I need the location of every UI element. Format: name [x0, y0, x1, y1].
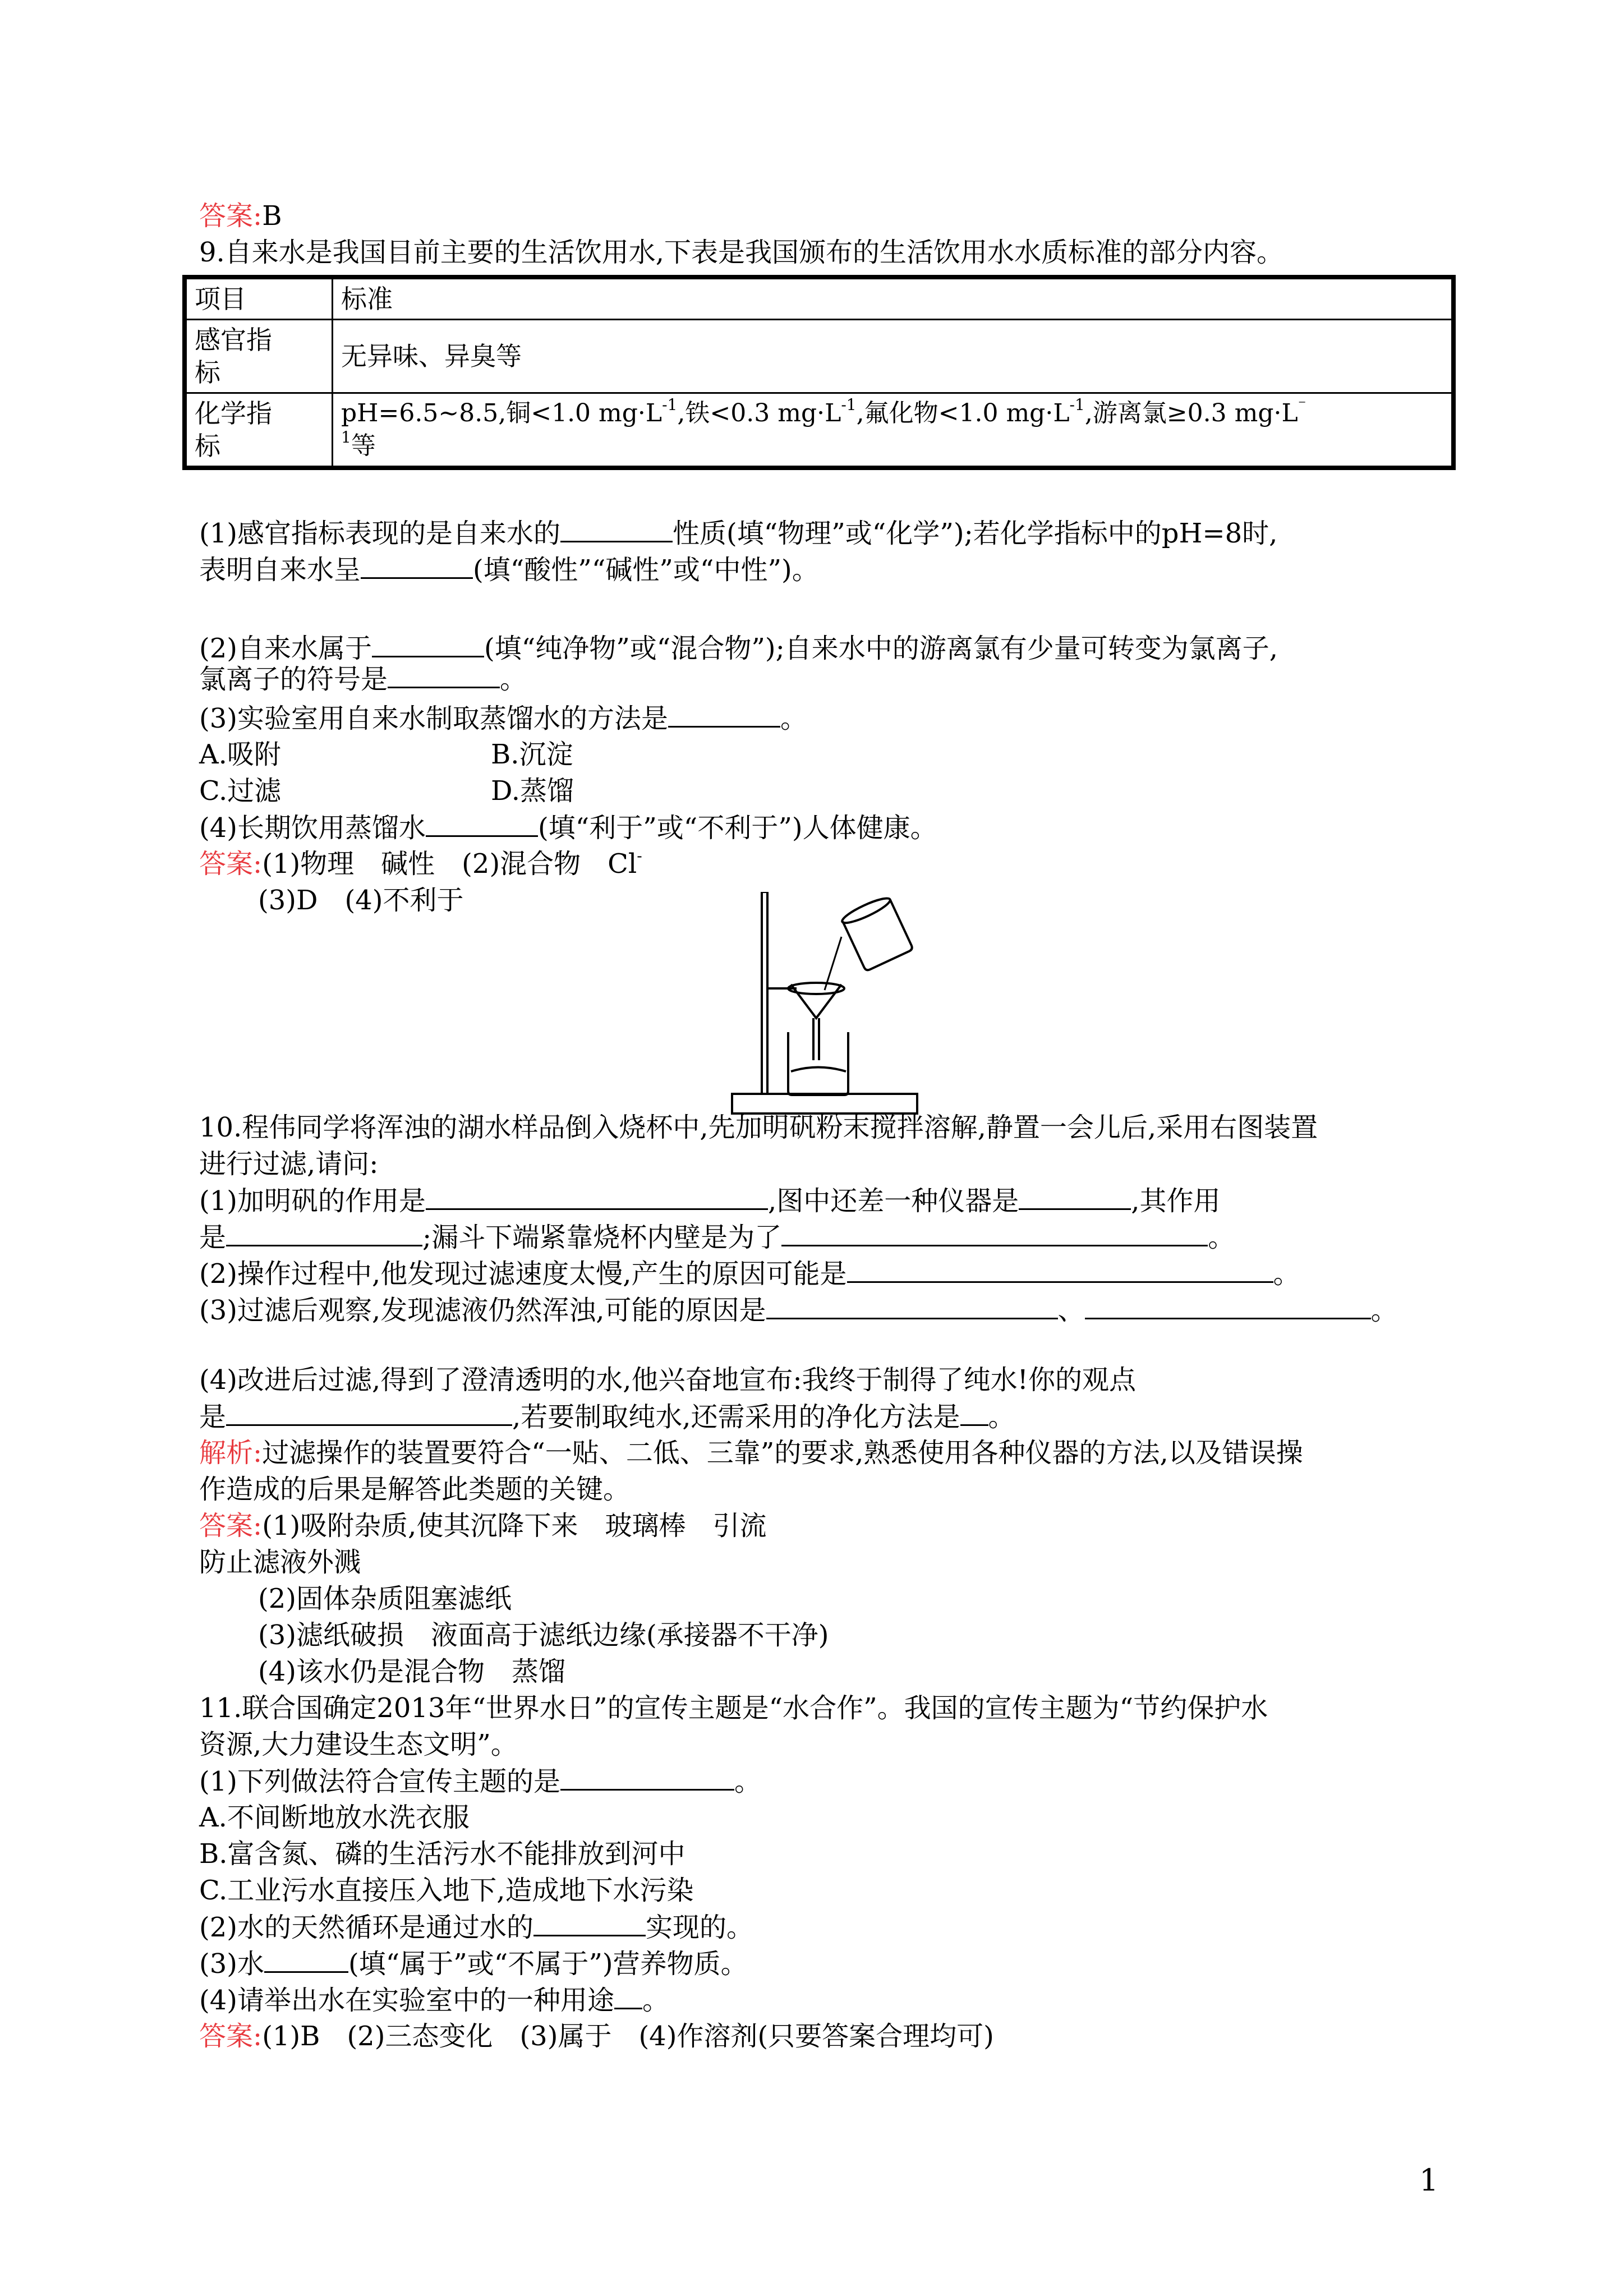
- q10-answer-line3: (2)固体杂质阻塞滤纸: [258, 1583, 512, 1614]
- q10-answer-line2: 防止滤液外溅: [199, 1547, 361, 1578]
- answer-blank[interactable]: [960, 1400, 988, 1426]
- q9-answer: 答案:(1)物理 碱性 (2)混合物 Cl-: [199, 846, 642, 880]
- q11-option-c: C.工业污水直接压入地下,造成地下水污染: [199, 1875, 694, 1906]
- iron-stand-rod: [762, 892, 767, 1094]
- answer-blank[interactable]: [426, 811, 538, 837]
- q9-answer-line2: (3)D (4)不利于: [258, 885, 464, 916]
- row-item: 感官指 标: [185, 320, 333, 393]
- answer-blank[interactable]: [614, 1983, 642, 2009]
- q9-part3: (3)实验室用自来水制取蒸馏水的方法是 。: [199, 701, 807, 735]
- q11-stem-line1: 11.联合国确定2013年“世界水日”的宣传主题是“水合作”。我国的宣传主题为“节约保护水: [199, 1692, 1268, 1724]
- option-d: D.蒸馏: [491, 775, 574, 807]
- q8-answer: [199, 199, 282, 233]
- answer-blank[interactable]: [766, 1293, 1058, 1319]
- option-c: C.过滤: [199, 775, 282, 807]
- q9-options-row2: [199, 774, 574, 808]
- answer-label: 答案:: [199, 848, 263, 880]
- q11-part2: (2)水的天然循环是通过水的 实现的。: [199, 1910, 753, 1944]
- row-item: 化学指 标: [185, 393, 333, 468]
- q11-part1: (1)下列做法符合宣传主题的是 。: [199, 1764, 761, 1798]
- row-standard: pH=6.5~8.5,铜<1.0 $mg\cdot L^{-1}$,铁<0.3 $mg\cdot L^{-1}$,氟化物<1.0 $mg\cdot L^{-1}$,游离氯≥0.3 mg·L⁻ $^1$等: [333, 393, 1454, 468]
- q11-option-a: A.不间断地放水洗衣服: [199, 1802, 470, 1833]
- answer-blank[interactable]: [533, 1910, 646, 1936]
- answer-blank[interactable]: [668, 701, 780, 728]
- answer-blank[interactable]: [847, 1257, 1273, 1283]
- q10-part1-line2: 是 ;漏斗下端紧靠烧杯内壁是为了 。: [199, 1220, 1235, 1254]
- q10-part3: (3)过滤后观察,发现滤液仍然浑浊,可能的原因是 、 。: [199, 1293, 1398, 1327]
- answer-label: 答案:: [199, 1510, 263, 1542]
- answer-blank[interactable]: [388, 662, 500, 688]
- answer-blank[interactable]: [1019, 1184, 1131, 1210]
- q10-stem-line1: 10.程伟同学将浑浊的湖水样品倒入烧杯中,先加明矾粉末搅拌溶解,静置一会儿后,采用右图装置: [199, 1112, 1318, 1143]
- q10-part1-line1: (1)加明矾的作用是 ,图中还差一种仪器是 ,其作用: [199, 1184, 1221, 1218]
- answer-blank[interactable]: [361, 553, 473, 579]
- q10-part2: (2)操作过程中,他发现过滤速度太慢,产生的原因可能是 。: [199, 1257, 1300, 1291]
- q11-stem-line2: 资源,大力建设生态文明”。: [199, 1729, 518, 1760]
- q9-part1-line2: 表明自来水呈 (填“酸性”“碱性”或“中性”)。: [199, 553, 819, 587]
- q9-options-row1: [199, 738, 573, 771]
- filtration-apparatus-figure: [729, 892, 920, 1122]
- q11-answer: 答案:(1)B (2)三态变化 (3)属于 (4)作溶剂(只要答案合理均可): [199, 2021, 994, 2052]
- option-b: B.沉淀: [491, 739, 573, 770]
- q10-stem-line2: 进行过滤,请问:: [199, 1148, 379, 1180]
- answer-text: B: [262, 200, 282, 232]
- q9-part2-line2: 氯离子的符号是 。: [199, 662, 527, 696]
- q9-part1-line1: (1)感官指标表现的是自来水的 性质(填“物理”或“化学”);若化学指标中的pH=8时,: [199, 516, 1277, 550]
- page-number: 1: [1419, 2162, 1439, 2198]
- glass-rod: [825, 937, 841, 990]
- answer-blank[interactable]: [1085, 1293, 1371, 1319]
- option-a: A.吸附: [199, 739, 281, 770]
- q9-stem: 9.自来水是我国目前主要的生活饮用水,下表是我国颁布的生活饮用水水质标准的部分内容。: [199, 237, 1284, 268]
- funnel: [791, 984, 841, 1018]
- water-standard-table: [182, 275, 1456, 470]
- answer-blank[interactable]: [560, 1764, 734, 1791]
- beaker-pouring: [840, 894, 913, 972]
- answer-blank[interactable]: [226, 1400, 512, 1426]
- row-standard: 无异味、异臭等: [333, 320, 1454, 393]
- answer-blank[interactable]: [560, 516, 673, 542]
- q10-part4-line1: (4)改进后过滤,得到了澄清透明的水,他兴奋地宣布:我终于制得了纯水!你的观点: [199, 1364, 1136, 1396]
- q9-part4: (4)长期饮用蒸馏水 (填“利于”或“不利于”)人体健康。: [199, 811, 937, 845]
- q10-part4-line2: 是 ,若要制取纯水,还需采用的净化方法是 。: [199, 1400, 1015, 1434]
- answer-blank[interactable]: [426, 1184, 768, 1210]
- q10-analysis-line2: 作造成的后果是解答此类题的关键。: [199, 1474, 631, 1505]
- q11-part4: (4)请举出水在实验室中的一种用途 。: [199, 1983, 669, 2017]
- answer-blank[interactable]: [264, 1947, 348, 1973]
- header-item: 项目: [185, 277, 333, 320]
- answer-blank[interactable]: [372, 631, 484, 657]
- analysis-label: 解析:: [199, 1437, 263, 1469]
- q10-answer-line5: (4)该水仍是混合物 蒸馏: [258, 1656, 565, 1687]
- answer-blank[interactable]: [226, 1220, 422, 1246]
- q9-part2-line1: (2)自来水属于 (填“纯净物”或“混合物”);自来水中的游离氯有少量可转变为氯离子,: [199, 631, 1278, 665]
- q11-part3: (3)水 (填“属于”或“不属于”)营养物质。: [199, 1947, 748, 1981]
- table-header-row: [185, 277, 1453, 320]
- answer-label: 答案:: [199, 200, 263, 232]
- table-row: [185, 393, 1453, 468]
- q11-option-b: B.富含氮、磷的生活污水不能排放到河中: [199, 1838, 686, 1870]
- q10-answer-line4: (3)滤纸破损 液面高于滤纸边缘(承接器不干净): [258, 1619, 829, 1651]
- answer-label: 答案:: [199, 2021, 263, 2052]
- q10-answer: 答案:(1)吸附杂质,使其沉降下来 玻璃棒 引流: [199, 1510, 767, 1542]
- q10-analysis-line1: 解析:过滤操作的装置要符合“一贴、二低、三靠”的要求,熟悉使用各种仪器的方法,以及错误操: [199, 1437, 1303, 1469]
- header-standard: 标准: [333, 277, 1454, 320]
- answer-blank[interactable]: [781, 1220, 1208, 1246]
- table-row: [185, 320, 1453, 393]
